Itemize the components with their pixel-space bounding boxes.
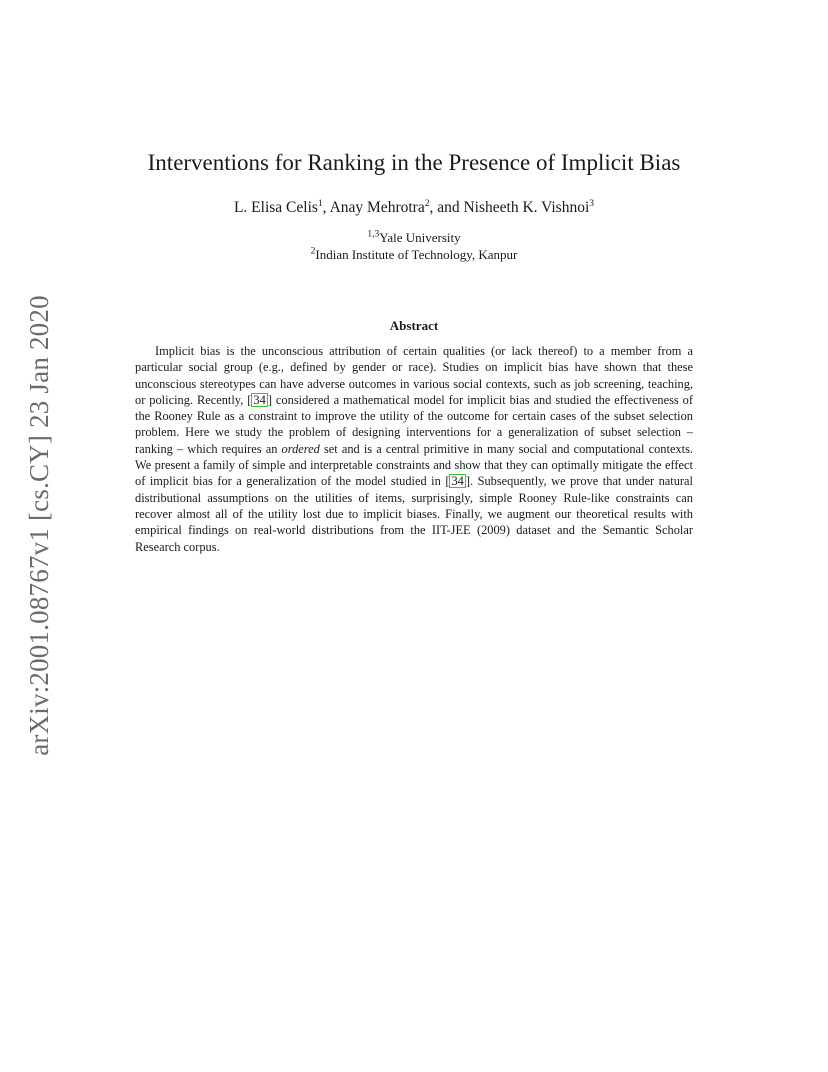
abstract-text: Implicit bias is the unconscious attribution of certain qualities (or lack thereof) to a member from a particular social group (e.g., defined by gender or race). Studies on implicit bias have shown that these unconscious stereotypes can have adverse outcomes in various social contexts, such as job screening, teaching, or policing. Recently, bbox=[135, 344, 693, 407]
citation-link[interactable]: 34 bbox=[253, 392, 266, 407]
abstract-text: set and is a central primitive in many social and computational contexts. We present a family of simple and interpretable constraints and show that they can optimally mitigate the effect of implicit bias for a generalization of the model studied in bbox=[135, 441, 693, 489]
author-name: Nisheeth K. Vishnoi bbox=[463, 199, 590, 216]
affiliation-marker: 2 bbox=[310, 246, 316, 257]
abstract-emphasis: ordered bbox=[281, 441, 320, 456]
author-affiliation-marker: 3 bbox=[589, 198, 595, 209]
affiliation-line bbox=[0, 230, 828, 246]
abstract-body: Implicit bias is the unconscious attribution of certain qualities (or lack thereof) to a member from a particular social group (e.g., defined by gender or race). Studies on implicit bias have shown that these unconscious stereotypes can have adverse outcomes in various social contexts, such as job screening, teaching, or policing. Recently, [ 34 ] considered a mathematical model for implicit bias and studied the effectiveness of the Rooney Rule as a constraint to improve the utility of the outcome for certain cases of the subset selection problem. Here we study the problem of designing interventions for a generalization of subset selection – ranking – which requires an ordered set and is a central primitive in many social and computational contexts. We present a family of simple and interpretable constraints and show that they can optimally mitigate the effect of implicit bias for a generalization of the model studied in [ 34 ]. Subsequently, we prove that under natural distributional assumptions on the utilities of items, surprisingly, simple Rooney Rule-like constraints can recover almost all of the utility lost due to implicit biases. Finally, we augment our theoretical results with empirical findings on real-world distributions from the IIT-JEE (2009) dataset and the Semantic Scholar Research corpus. bbox=[135, 344, 694, 554]
author-name: Anay Mehrotra bbox=[329, 199, 425, 216]
citation-link[interactable]: 34 bbox=[451, 474, 464, 489]
arxiv-identifier-stamp bbox=[14, 290, 64, 760]
abstract-text: . Subsequently, we prove that under natural distributional assumptions on the utilities of items, surprisingly, simple Rooney Rule-like constraints can recover almost all of the utility lost due to implicit biases. Finally, we augment our theoretical results with empirical findings on real-world distributions from the IIT-JEE (2009) dataset and the Semantic Scholar Research corpus. bbox=[135, 474, 693, 554]
author-separator: , bbox=[322, 199, 330, 216]
author-name: L. Elisa Celis bbox=[233, 199, 318, 216]
author-affiliation-marker: 1 bbox=[317, 198, 323, 209]
paper-title: Interventions for Ranking in the Presence of Implicit Bias bbox=[147, 150, 681, 175]
author-separator: , and bbox=[429, 199, 464, 216]
affiliation-name: Indian Institute of Technology, Kanpur bbox=[315, 247, 518, 262]
arxiv-identifier-text: arXiv:2001.08767v1 [cs.CY] 23 Jan 2020 bbox=[23, 294, 54, 756]
affiliation-marker: 1,3 bbox=[367, 229, 380, 240]
author-list bbox=[0, 199, 828, 217]
abstract-text: considered a mathematical model for implicit bias and studied the effectiveness of the Rooney Rule as a constraint to improve the utility of the outcome for certain cases of the subset selection problem. Here we study the problem of designing interventions for a generalization of subset selection – ranking – which requires an bbox=[135, 392, 694, 456]
affiliation-name: Yale University bbox=[379, 230, 461, 245]
affiliation-line bbox=[0, 247, 828, 263]
abstract-heading: Abstract bbox=[389, 318, 439, 333]
author-affiliation-marker: 2 bbox=[424, 198, 430, 209]
